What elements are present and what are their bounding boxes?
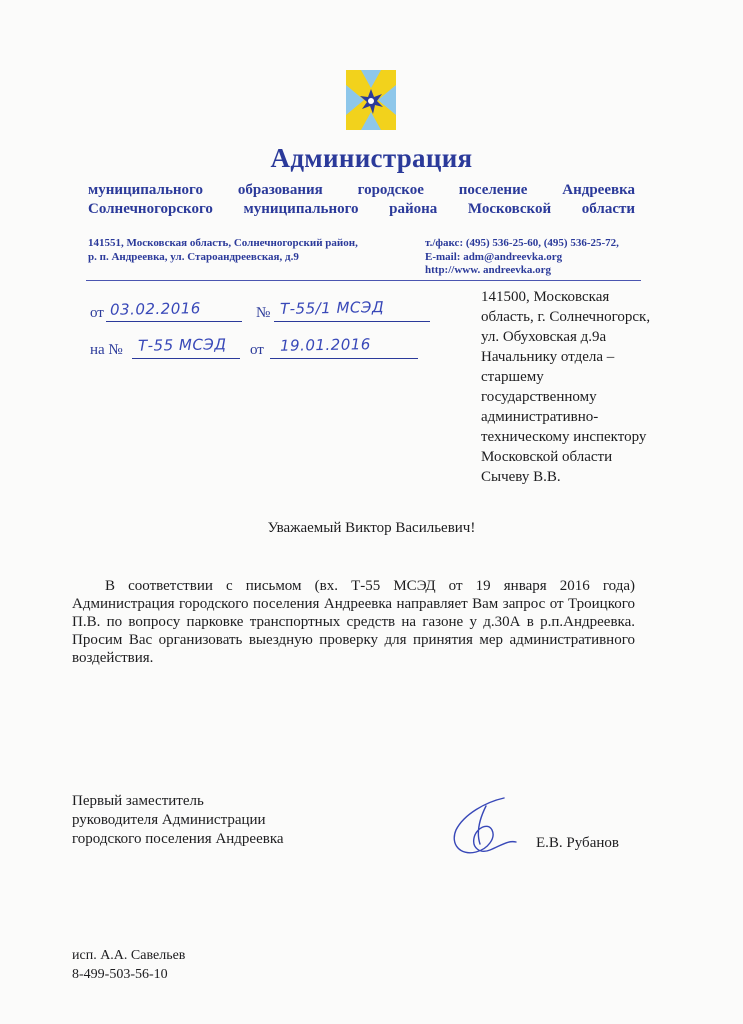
recipient-line: Начальнику отдела – <box>481 349 615 365</box>
reference-date-line <box>270 358 418 359</box>
outgoing-date: 03.02.2016 <box>109 299 202 319</box>
organization-name-line1: муниципального образования городское поселение Андреевка <box>88 182 635 198</box>
signatory-name: Е.В. Рубанов <box>536 835 619 851</box>
executor-phone: 8-499-503-56-10 <box>72 967 168 982</box>
handwritten-signature <box>446 794 526 864</box>
number-line <box>274 321 430 322</box>
number-label: № <box>256 305 271 321</box>
reference-number-line <box>132 358 240 359</box>
recipient-block <box>481 287 701 487</box>
recipient-line: государственному <box>481 389 597 405</box>
letter-body: В соответствии с письмом (вх. Т-55 МСЭД от 19 января 2016 года) Администрация городского поселения Андреевка направляет Вам запрос от Троицкого П.В. по вопросу парковке транспортных средств на газоне у д.30А в р.п.Андреевка. Просим Вас организовать выездную проверку для принятия мер административного воздействия. <box>72 578 635 666</box>
organization-title: Администрация <box>270 143 473 173</box>
recipient-line: ул. Обуховская д.9а <box>481 329 607 345</box>
recipient-line: старшему <box>481 369 544 385</box>
salutation: Уважаемый Виктор Васильевич! <box>267 520 476 536</box>
signatory-title-line: Первый заместитель <box>72 793 204 809</box>
organization-name-line2: Солнечногорского муниципального района Московской области <box>88 201 635 217</box>
executor-name: исп. А.А. Савельев <box>72 948 186 963</box>
executor-block <box>72 946 185 984</box>
recipient-line: техническому инспектору <box>481 429 647 445</box>
signatory-title-line: городского поселения Андреевка <box>72 831 284 847</box>
recipient-line: Московской области <box>481 449 613 465</box>
reference-number-label: на № <box>90 342 123 358</box>
website-url: http://www. andreevka.org <box>425 264 551 276</box>
phone-fax: т./факс: (495) 536-25-60, (495) 536-25-72, <box>425 237 619 249</box>
coat-of-arms-logo <box>346 70 396 130</box>
recipient-line: административно- <box>481 409 599 425</box>
signatory-title <box>72 792 284 849</box>
reference-number: Т-55 МСЭД <box>137 335 227 355</box>
recipient-line: область, г. Солнечногорск, <box>481 309 651 325</box>
signatory-title-line: руководителя Администрации <box>72 812 266 828</box>
address-line1: 141551, Московская область, Солнечногорский район, <box>88 237 358 249</box>
reference-from-label: от <box>250 342 264 358</box>
header-divider <box>86 280 641 281</box>
recipient-line: 141500, Московская <box>481 289 610 305</box>
outgoing-number: Т-55/1 МСЭД <box>279 298 385 318</box>
reference-date: 19.01.2016 <box>279 335 372 355</box>
recipient-line: Сычеву В.В. <box>481 469 561 485</box>
address-line2: р. п. Андреевка, ул. Староандреевская, д.9 <box>88 251 299 263</box>
from-date-line <box>106 321 242 322</box>
email-address: E-mail: adm@andreevka.org <box>425 251 563 263</box>
from-label: от <box>90 305 104 321</box>
